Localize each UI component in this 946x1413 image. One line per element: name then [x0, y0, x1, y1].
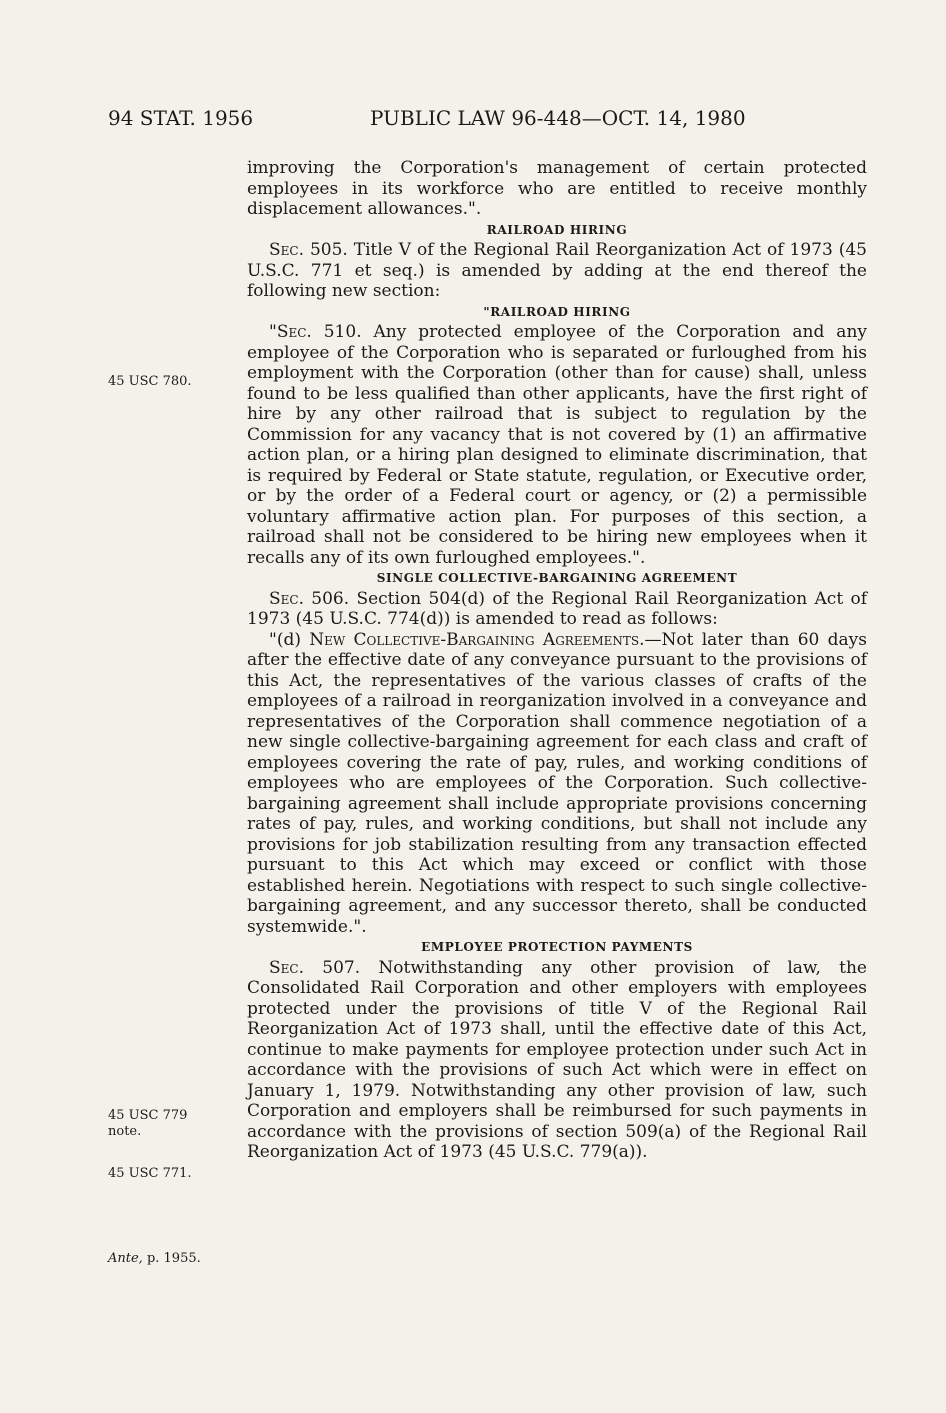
section-heading-single-collective-bargaining: SINGLE COLLECTIVE-BARGAINING AGREEMENT: [376, 571, 738, 585]
margin-note-45-usc-779: [108, 1108, 218, 1140]
page-stat-citation: 94 STAT. 1956: [108, 106, 254, 130]
section-heading-railroad-hiring: RAILROAD HIRING: [486, 222, 628, 237]
sec-text: 505. Title V of the Regional Rail Reorganization Act of 1973 (45 U.S.C. 771 et seq.) is amended by adding at the end thereof the following new section:: [247, 240, 867, 301]
sec-text: 510. Any protected employee of the Corporation and any employee of the Corporation who is separated or furloughed from his employment with the Corporation (other than for cause) shall, unless found to be less qualified than other applicants, have the first right of hire by any other railroad that is subject to regulation by the Commission for any vacancy that is not covered by (1) an affirmative action plan, or a hiring plan designed to eliminate discrimination, that is required by Federal or State statute, regulation, or Executive order, or by the order of a Federal court or agency, or (2) a permissible voluntary affirmative action plan. For purposes of this section, a railroad shall not be considered to be hiring new employees when it recalls any of its own furloughed employees.".: [247, 322, 867, 568]
section-505: [247, 240, 867, 302]
sec-label: Sec.: [269, 240, 304, 260]
margin-note-italic: Ante,: [108, 1251, 143, 1266]
sec-text: 506. Section 504(d) of the Regional Rail Reorganization Act of 1973 (45 U.S.C. 774(d)) is amended to read as follows:: [247, 588, 867, 629]
subsection-heading-railroad-hiring: "RAILROAD HIRING: [483, 304, 631, 319]
section-heading-employee-protection: EMPLOYEE PROTECTION PAYMENTS: [421, 940, 693, 954]
margin-note-45-usc-771: 45 USC 771.: [108, 1166, 192, 1181]
sec-text: 507. Notwithstanding any other provision of law, the Consolidated Rail Corporation and other employers with employees protected under the provisions of title V of the Regional Rail Reorganization Act of 1973 shall, until the effective date of this Act, continue to make payments for employee protection under such Act in accordance with the provisions of such Act which were in effect on January 1, 1979. Notwithstanding any other provision of law, such Corporation and employers shall be reimbursed for such payments in accordance with the provisions of section 509(a) of the Regional Rail Reorganization Act of 1973 (45 U.S.C. 779(a)).: [247, 957, 867, 1162]
margin-note-ante: [108, 1251, 218, 1267]
sec-label: Sec.: [269, 957, 304, 978]
margin-note-text: p. 1955.: [142, 1251, 201, 1266]
subsection-d: [247, 630, 867, 938]
sec-label: "Sec.: [269, 322, 312, 342]
margin-note-45-usc-780: 45 USC 780.: [108, 374, 192, 389]
running-header: [108, 106, 868, 140]
subsection-title: New Collective-Bargaining Agreements.: [309, 629, 645, 650]
subsection-prefix: "(d): [269, 629, 310, 650]
margin-note-line: note.: [108, 1124, 142, 1139]
public-law-title: PUBLIC LAW 96-448—OCT. 14, 1980: [370, 106, 746, 130]
section-506: [247, 589, 867, 630]
section-510: [247, 322, 867, 568]
main-text-column: [247, 158, 867, 1163]
subsection-text: —Not later than 60 days after the effective date of any conveyance pursuant to the provisions of this Act, the representatives of the various classes of crafts of the employees of a railroad in reorganization involved in a conveyance and representatives of the Corporation shall commence negotiation of a new single collective-bargaining agreement for each class and craft of employees covering the rate of pay, rules, and working conditions of employees who are employees of the Corporation. Such collective-bargaining agreement shall include appropriate provisions concerning rates of pay, rules, and working conditions, but shall not include any provisions for job stabilization resulting from any transaction effected pursuant to this Act which may exceed or conflict with those established herein. Negotiations with respect to such single collective-bargaining agreement, and any successor thereto, shall be conducted systemwide.".: [247, 629, 867, 937]
sec-label: Sec.: [269, 588, 304, 609]
margin-note-line: 45 USC 779: [108, 1108, 188, 1123]
section-507: [247, 958, 867, 1163]
paragraph-continuation: improving the Corporation's management of certain protected employees in its workforce who are entitled to receive monthly displacement allowances.".: [247, 158, 867, 219]
